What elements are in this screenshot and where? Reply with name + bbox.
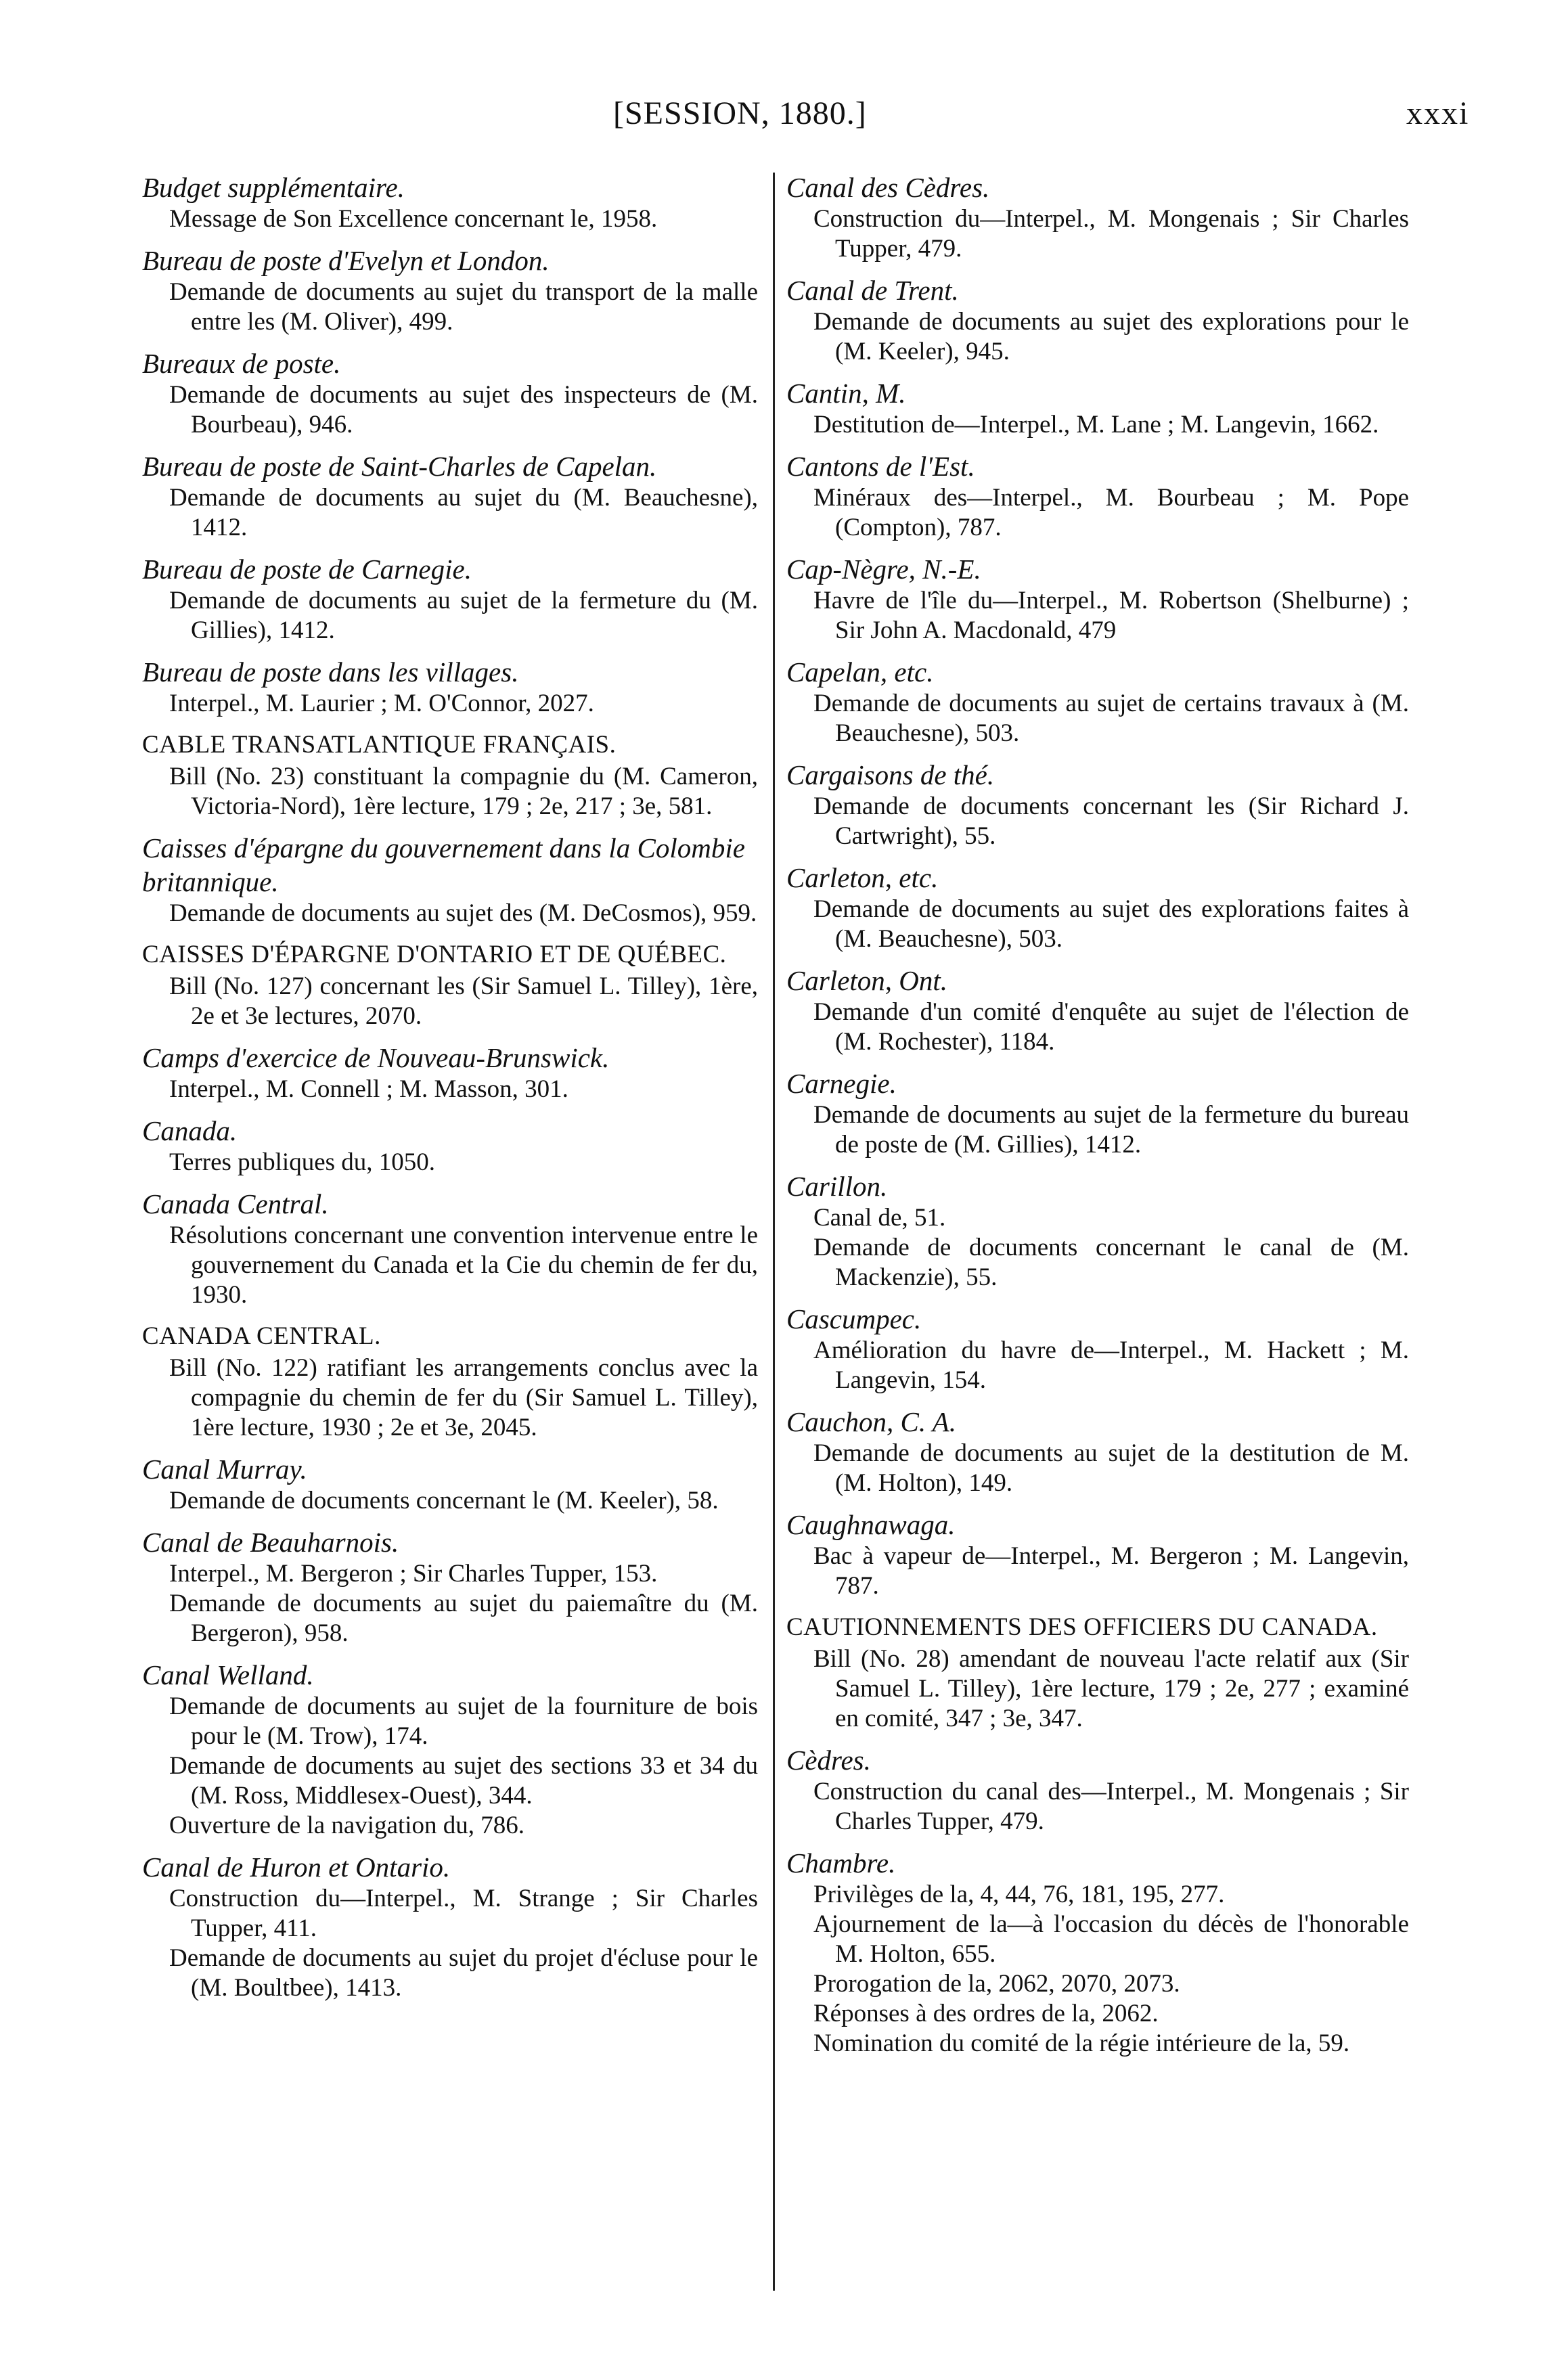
index-entry	[786, 273, 1409, 367]
entry-subitem: Demande de documents concernant le canal de (M. Mackenzie), 55.	[813, 1234, 1409, 1291]
entry-subitem: Interpel., M. Laurier ; M. O'Connor, 2027.	[169, 690, 594, 717]
entry-heading: Caisses d'épargne du gouvernement dans la Colombie britannique.	[142, 832, 745, 897]
entry-heading: Canal Welland.	[142, 1659, 314, 1690]
index-column-right	[786, 171, 1409, 2068]
index-entry	[142, 1452, 758, 1516]
index-entry	[142, 449, 758, 543]
entry-heading: Canal Murray.	[142, 1454, 307, 1485]
entry-heading: Camps d'exercice de Nouveau-Brunswick.	[142, 1042, 610, 1073]
index-entry	[142, 1850, 758, 2003]
entry-heading: Canal de Huron et Ontario.	[142, 1851, 451, 1883]
entry-subitem: Bill (No. 127) concernant les (Sir Samuel L. Tilley), 1ère, 2e et 3e lectures, 2070.	[169, 972, 758, 1030]
entry-subitem: Demande de documents au sujet du paiemaître du (M. Bergeron), 958.	[169, 1590, 758, 1647]
index-entry	[142, 346, 758, 440]
entry-heading: Canal des Cèdres.	[786, 172, 990, 203]
entry-subitem: Construction du—Interpel., M. Strange ; Sir Charles Tupper, 411.	[169, 1885, 758, 1942]
entry-subitem: Ouverture de la navigation du, 786.	[169, 1812, 525, 1839]
entry-heading: Carillon.	[786, 1171, 888, 1202]
entry-heading: Canal de Beauharnois.	[142, 1527, 399, 1558]
index-entry	[142, 244, 758, 337]
entry-heading: Carleton, Ont.	[786, 965, 948, 996]
index-entry	[786, 1743, 1409, 1837]
entry-subitem: Demande de documents au sujet du transport de la malle entre les (M. Oliver), 499.	[169, 278, 758, 336]
entry-subitem: Demande de documents au sujet de la fourniture de bois pour le (M. Trow), 174.	[169, 1692, 758, 1750]
entry-heading: Chambre.	[786, 1847, 896, 1879]
entry-heading: CAISSES D'ÉPARGNE D'ONTARIO ET DE QUÉBEC.	[142, 941, 727, 968]
entry-subitem: Demande de documents au sujet de la fermeture du bureau de poste de (M. Gillies), 1412.	[813, 1101, 1409, 1159]
entry-heading: Bureaux de poste.	[142, 348, 341, 379]
entry-heading: Cap-Nègre, N.-E.	[786, 554, 981, 585]
index-entry	[786, 861, 1409, 954]
entry-subitem: Interpel., M. Bergeron ; Sir Charles Tupper, 153.	[169, 1560, 658, 1588]
entry-subitem: Construction du—Interpel., M. Mongenais ; Sir Charles Tupper, 479.	[813, 205, 1409, 263]
index-entry	[142, 1041, 758, 1104]
entry-heading: Carnegie.	[786, 1068, 897, 1099]
index-entry	[786, 1405, 1409, 1498]
entry-subitem: Interpel., M. Connell ; M. Masson, 301.	[169, 1075, 568, 1103]
column-divider	[773, 173, 775, 2291]
entry-heading: Cantin, M.	[786, 378, 906, 409]
entry-heading: Canada Central.	[142, 1188, 329, 1219]
index-entry	[142, 1525, 758, 1648]
entry-subitem: Demande de documents au sujet de la destitution de M. (M. Holton), 149.	[813, 1439, 1409, 1497]
entry-heading: Caughnawaga.	[786, 1509, 956, 1540]
entry-subitem: Privilèges de la, 4, 44, 76, 181, 195, 277.	[813, 1881, 1225, 1908]
entry-subitem: Demande de documents au sujet du (M. Beauchesne), 1412.	[169, 484, 758, 541]
index-entry	[786, 758, 1409, 851]
index-entry	[142, 552, 758, 646]
entry-subitem: Demande d'un comité d'enquête au sujet de l'élection de (M. Rochester), 1184.	[813, 998, 1409, 1056]
index-column-left	[142, 171, 758, 2013]
index-entry	[786, 1846, 1409, 2059]
entry-subitem: Minéraux des—Interpel., M. Bourbeau ; M. Pope (Compton), 787.	[813, 484, 1409, 541]
entry-subitem: Réponses à des ordres de la, 2062.	[813, 2000, 1159, 2027]
entry-subitem: Bac à vapeur de—Interpel., M. Bergeron ; M. Langevin, 787.	[813, 1542, 1409, 1600]
index-entry	[142, 831, 758, 928]
index-entry	[142, 171, 758, 234]
entry-subitem: Message de Son Excellence concernant le, 1958.	[169, 205, 658, 233]
entry-heading: Cauchon, C. A.	[786, 1406, 956, 1437]
entry-heading: Canal de Trent.	[786, 275, 959, 306]
index-entry	[142, 655, 758, 719]
entry-subitem: Ajournement de la—à l'occasion du décès de l'honorable M. Holton, 655.	[813, 1910, 1409, 1968]
entry-heading: Cascumpec.	[786, 1303, 922, 1334]
entry-heading: Cargaisons de thé.	[786, 759, 995, 790]
entry-heading: Bureau de poste de Carnegie.	[142, 554, 472, 585]
entry-subitem: Bill (No. 28) amendant de nouveau l'acte relatif aux (Sir Samuel L. Tilley), 1ère lecture, 179 ; 2e, 277 ; examiné en comité, 347 ; 3e, 347.	[813, 1645, 1409, 1732]
page-number: xxxi	[1406, 95, 1470, 131]
index-entry	[786, 1169, 1409, 1293]
entry-subitem: Terres publiques du, 1050.	[169, 1148, 436, 1176]
entry-subitem: Amélioration du havre de—Interpel., M. Hackett ; M. Langevin, 154.	[813, 1337, 1409, 1394]
index-entry	[142, 1187, 758, 1310]
index-entry	[786, 1302, 1409, 1395]
index-entry	[142, 1114, 758, 1177]
index-entry	[142, 728, 758, 822]
entry-heading: Cèdres.	[786, 1745, 871, 1776]
entry-heading: Carleton, etc.	[786, 862, 939, 893]
index-entry	[786, 552, 1409, 646]
index-entry	[142, 1658, 758, 1841]
index-entry	[786, 1508, 1409, 1601]
index-entry	[786, 449, 1409, 543]
entry-subitem: Bill (No. 23) constituant la compagnie du (M. Cameron, Victoria-Nord), 1ère lecture, 179 ; 2e, 217 ; 3e, 581.	[169, 763, 758, 820]
session-title: [SESSION, 1880.]	[613, 95, 867, 131]
entry-subitem: Demande de documents au sujet des explorations pour le (M. Keeler), 945.	[813, 308, 1409, 365]
entry-heading: Bureau de poste d'Evelyn et London.	[142, 245, 550, 276]
entry-subitem: Demande de documents au sujet des sections 33 et 34 du (M. Ross, Middlesex-Ouest), 344.	[169, 1752, 758, 1810]
entry-heading: Cantons de l'Est.	[786, 451, 975, 482]
entry-heading: Bureau de poste de Saint-Charles de Capelan.	[142, 451, 657, 482]
entry-subitem: Prorogation de la, 2062, 2070, 2073.	[813, 1970, 1180, 1998]
entry-heading: Budget supplémentaire.	[142, 172, 405, 203]
index-entry	[142, 1320, 758, 1443]
entry-subitem: Destitution de—Interpel., M. Lane ; M. Langevin, 1662.	[813, 411, 1379, 439]
entry-subitem: Demande de documents concernant le (M. Keeler), 58.	[169, 1487, 719, 1514]
index-entry	[786, 1611, 1409, 1734]
entry-heading: CAUTIONNEMENTS DES OFFICIERS DU CANADA.	[786, 1613, 1378, 1641]
entry-heading: CANADA CENTRAL.	[142, 1322, 381, 1350]
entry-subitem: Demande de documents concernant les (Sir Richard J. Cartwright), 55.	[813, 792, 1409, 850]
index-entry	[786, 376, 1409, 440]
entry-subitem: Demande de documents au sujet des explorations faites à (M. Beauchesne), 503.	[813, 895, 1409, 953]
entry-subitem: Résolutions concernant une convention intervenue entre le gouvernement du Canada et la Cie du chemin de fer du, 1930.	[169, 1221, 758, 1309]
index-entry	[786, 964, 1409, 1057]
index-entry	[786, 1066, 1409, 1160]
entry-subitem: Nomination du comité de la régie intérieure de la, 59.	[813, 2029, 1350, 2057]
entry-heading: CABLE TRANSATLANTIQUE FRANÇAIS.	[142, 731, 617, 759]
entry-subitem: Construction du canal des—Interpel., M. Mongenais ; Sir Charles Tupper, 479.	[813, 1778, 1409, 1835]
entry-subitem: Demande de documents au sujet de certains travaux à (M. Beauchesne), 503.	[813, 690, 1409, 747]
entry-subitem: Demande de documents au sujet des (M. DeCosmos), 959.	[169, 899, 757, 927]
entry-subitem: Havre de l'île du—Interpel., M. Robertson (Shelburne) ; Sir John A. Macdonald, 479	[813, 587, 1409, 644]
index-entry	[786, 171, 1409, 264]
entry-subitem: Demande de documents au sujet des inspecteurs de (M. Bourbeau), 946.	[169, 381, 758, 439]
index-entry	[142, 938, 758, 1031]
entry-heading: Capelan, etc.	[786, 656, 934, 688]
entry-heading: Canada.	[142, 1115, 238, 1146]
entry-heading: Bureau de poste dans les villages.	[142, 656, 519, 688]
entry-subitem: Bill (No. 122) ratifiant les arrangements conclus avec la compagnie du chemin de fer du (Sir Samuel L. Tilley), 1ère lecture, 1930 ; 2e et 3e, 2045.	[169, 1354, 758, 1441]
page-header	[0, 87, 1545, 141]
index-entry	[786, 655, 1409, 748]
entry-subitem: Canal de, 51.	[813, 1204, 946, 1232]
entry-subitem: Demande de documents au sujet du projet d'écluse pour le (M. Boultbee), 1413.	[169, 1944, 758, 2002]
entry-subitem: Demande de documents au sujet de la fermeture du (M. Gillies), 1412.	[169, 587, 758, 644]
